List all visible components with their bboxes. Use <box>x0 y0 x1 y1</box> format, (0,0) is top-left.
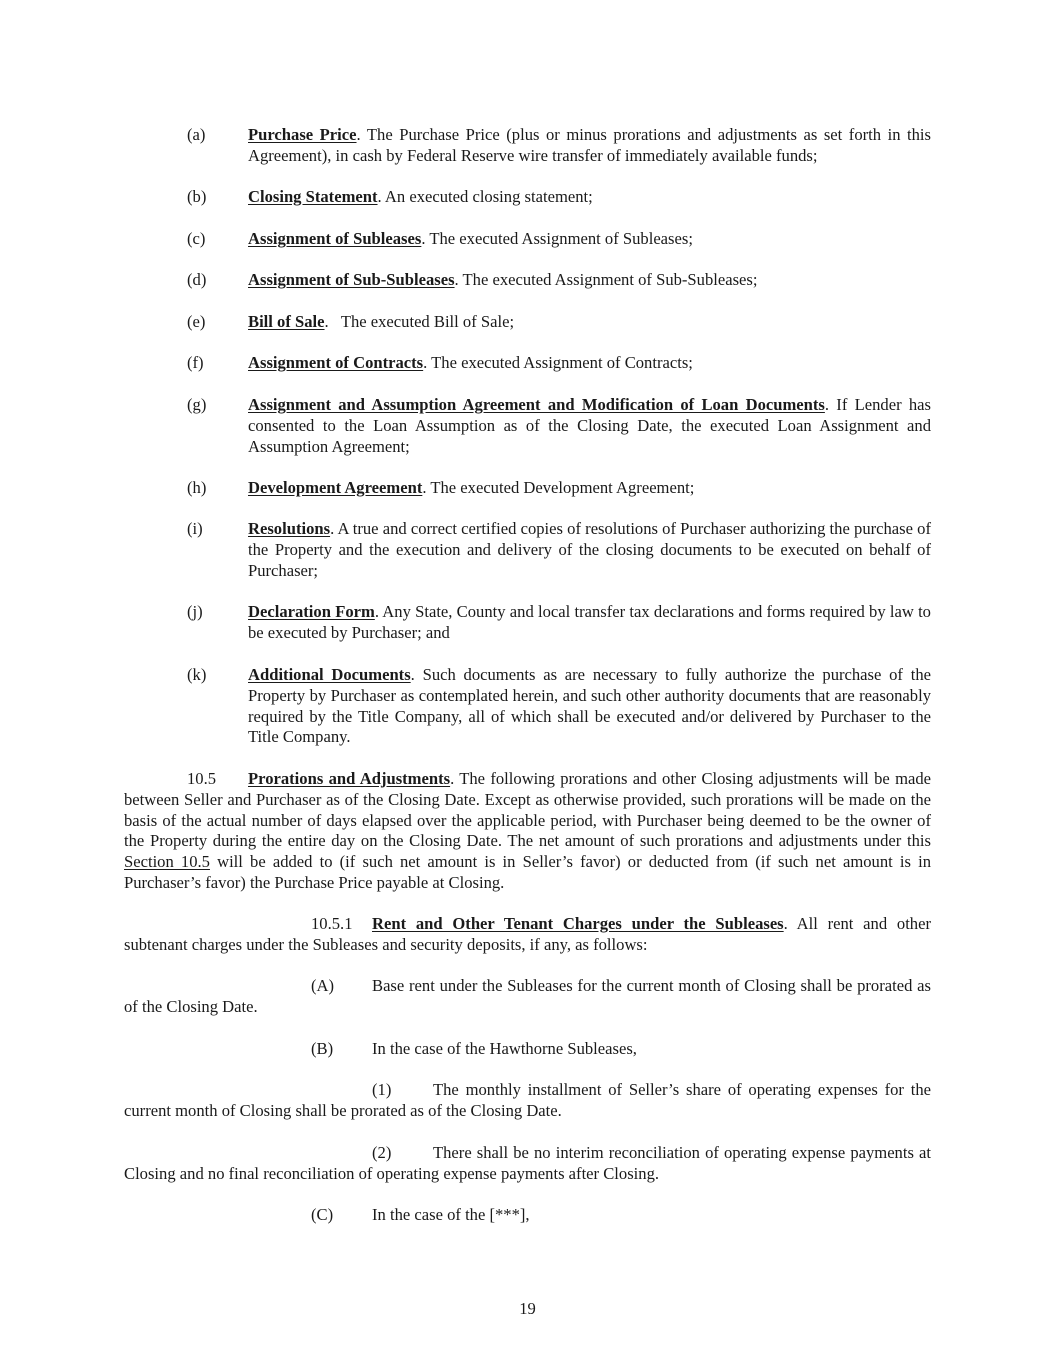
page-number: 19 <box>519 1299 536 1318</box>
item-text: . The Purchase Price (plus or minus prorations and adjustments as set forth in this Agreement), in cash by Federal Reserve wire transfer of immediately available funds; <box>248 125 931 165</box>
item-title: Assignment of Subleases <box>248 229 422 248</box>
item-label: (c) <box>187 229 206 248</box>
list-item-f <box>187 353 931 374</box>
item-title: Purchase Price <box>248 125 357 144</box>
item-title: Development Agreement <box>248 478 423 497</box>
item-title: Additional Documents <box>248 665 411 684</box>
list-item-c <box>187 229 931 250</box>
item-label: (d) <box>187 270 207 289</box>
subsection-text: In the case of the [***], <box>372 1205 530 1224</box>
list-item-b <box>187 187 931 208</box>
item-text: . An executed closing statement; <box>377 187 593 206</box>
section-10-5-1 <box>124 914 931 956</box>
section-text: . The following prorations and other Closing adjustments will be made between Seller and Purchaser as of the Closing Date. Except as otherwise provided, such prorations will be made on the basis of the actual number of days elapsed over the applicable period, with Purchaser being deemed to be the owner of the Property during the entire day on the Closing Date. The net amount of such prorations and adjustments under this <box>124 769 931 851</box>
subsection-label: (A) <box>311 976 335 995</box>
item-title: Assignment of Sub-Subleases <box>248 270 455 289</box>
item-text: . If Lender has consented to the Loan Assumption as of the Closing Date, the executed Loan Assignment and Assumption Agreement; <box>248 395 931 456</box>
list-item-j <box>187 602 931 644</box>
subsection-text: There shall be no interim reconciliation of operating expense payments at Closing and no final reconciliation of operating expense payments after Closing. <box>124 1143 931 1183</box>
subsection-label: (1) <box>372 1080 392 1099</box>
section-cross-reference: Section 10.5 <box>124 852 210 872</box>
subsection-label: (C) <box>311 1205 334 1224</box>
section-text: . All rent and other subtenant charges under the Subleases and security deposits, if any, as follows: <box>124 914 931 954</box>
subsection-b-2 <box>124 1143 931 1185</box>
list-item-d <box>187 270 931 291</box>
item-title: Closing Statement <box>248 187 378 206</box>
item-label: (b) <box>187 187 207 206</box>
item-text: . The executed Bill of Sale; <box>324 312 515 331</box>
item-label: (j) <box>187 602 203 621</box>
item-label: (f) <box>187 353 204 372</box>
item-label: (a) <box>187 125 206 144</box>
section-10-5 <box>124 769 931 894</box>
item-title: Bill of Sale <box>248 312 325 331</box>
item-text: . The executed Development Agreement; <box>422 478 695 497</box>
section-title: Rent and Other Tenant Charges under the Subleases <box>372 914 784 933</box>
subsection-text: In the case of the Hawthorne Subleases, <box>372 1039 637 1058</box>
item-title: Declaration Form <box>248 602 375 621</box>
subsection-label: (2) <box>372 1143 392 1162</box>
list-item-i <box>187 519 931 581</box>
subsection-b <box>124 1039 931 1060</box>
item-text: . The executed Assignment of Contracts; <box>423 353 693 372</box>
list-item-g <box>187 395 931 457</box>
subsection-label: (B) <box>311 1039 334 1058</box>
item-title: Assignment and Assumption Agreement and Modification of Loan Documents <box>248 395 825 414</box>
list-item-h <box>187 478 931 499</box>
item-label: (k) <box>187 665 207 684</box>
section-number: 10.5 <box>187 769 217 788</box>
section-title: Prorations and Adjustments <box>248 769 451 788</box>
item-text: . Any State, County and local transfer tax declarations and forms required by law to be executed by Purchaser; and <box>248 602 931 642</box>
item-text: . A true and correct certified copies of resolutions of Purchaser authorizing the purchase of the Property and the execution and delivery of the closing documents to be executed on behalf of Purchaser; <box>248 519 931 580</box>
subsection-text: Base rent under the Subleases for the current month of Closing shall be prorated as of the Closing Date. <box>124 976 931 1016</box>
subsection-text: The monthly installment of Seller’s share of operating expenses for the current month of Closing shall be prorated as of the Closing Date. <box>124 1080 931 1120</box>
item-text: . Such documents as are necessary to fully authorize the purchase of the Property by Purchaser as contemplated herein, and such other authority documents that are reasonably required by the Title Company, all of which shall be executed and/or delivered by Purchaser to the Title Company. <box>248 665 931 747</box>
item-text: . The executed Assignment of Sub-Subleases; <box>454 270 758 289</box>
item-title: Resolutions <box>248 519 331 538</box>
section-number: 10.5.1 <box>311 914 353 933</box>
item-label: (i) <box>187 519 203 538</box>
list-item-a <box>187 125 931 167</box>
section-text: will be added to (if such net amount is in Seller’s favor) or deducted from (if such net amount is in Purchaser’s favor) the Purchase Price payable at Closing. <box>124 852 931 892</box>
subsection-a <box>124 976 931 1018</box>
item-label: (g) <box>187 395 207 414</box>
item-label: (e) <box>187 312 206 331</box>
subsection-b-1 <box>124 1080 931 1122</box>
item-label: (h) <box>187 478 207 497</box>
item-text: . The executed Assignment of Subleases; <box>421 229 693 248</box>
item-title: Assignment of Contracts <box>248 353 424 372</box>
list-item-k <box>187 665 931 748</box>
subsection-c <box>124 1205 931 1226</box>
list-item-e <box>187 312 931 333</box>
